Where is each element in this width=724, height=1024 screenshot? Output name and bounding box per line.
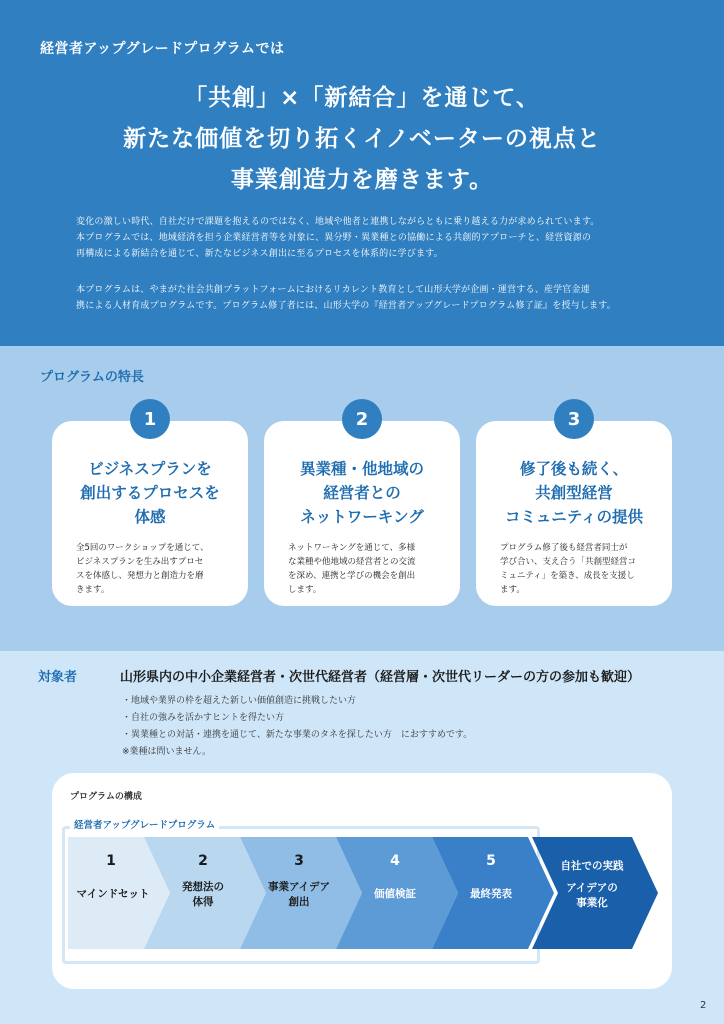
feature-title-line: 創出するプロセスを [80,484,220,502]
feature-title-line: 異業種・他地域の [299,460,424,478]
intro-headline [0,78,724,201]
target-list [122,693,472,761]
intro-paragraph-1 [76,214,656,262]
feature-desc-line: 全5回のワークショップを通じて、 [76,543,209,553]
paragraph-line: 携による人材育成プログラムです。プログラム修了者には、山形大学の『経営者アップグレードプログラム修了証』を授与します。 [76,301,616,311]
feature-description [500,541,652,597]
list-item: ・地域や業界の枠を超えた新しい価値創造に挑戦したい方 [122,696,357,706]
paragraph-line: 本プログラムは、やまがた社会共創プラットフォームにおけるリカレント教育として山形大学が企画・運営する、産学官金連 [76,285,590,295]
feature-number-badge: 2 [342,399,382,439]
step-label-line: 最終発表 [470,888,512,900]
step-label-line: 創出 [288,896,310,908]
feature-desc-line: ます。 [500,585,525,595]
headline-line: 事業創造力を磨きます。 [230,167,494,193]
paragraph-line: 変化の激しい時代、自社だけで課題を抱えるのではなく、地域や他者と連携しながらともに乗り越える力が求められています。 [76,217,600,227]
feature-desc-line: 学び合い、支え合う「共創型経営コ [500,557,637,567]
step-label-practice: 自社での実践 [560,860,624,872]
step-label-line: アイデアの [566,882,618,894]
list-item: ・自社の強みを活かすヒントを得たい方 [122,713,285,723]
feature-desc-line: きます。 [76,585,110,595]
feature-number-badge: 1 [130,399,170,439]
step-label-line: 事業アイデア [267,881,331,893]
step-label-line: マインドセット [76,888,150,900]
step-label [70,887,156,902]
feature-title [264,457,460,529]
step-label-line: 発想法の [182,881,224,893]
paragraph-line: 本プログラムでは、地域経済を担う企業経営者等を対象に、異分野・異業種との協働による共創的アプローチと、経営資源の [76,233,592,243]
feature-title-line: コミュニティの提供 [505,508,643,526]
step-label-line: 体得 [192,896,214,908]
target-label: 対象者 [38,670,78,685]
program-structure-panel [52,773,672,989]
headline-line: 新たな価値を切り拓くイノベーターの視点と [123,126,601,152]
target-section [0,651,724,1024]
step-label [354,887,436,902]
feature-desc-line: します。 [288,585,322,595]
feature-desc-line: を深め、連携と学びの機会を創出 [288,571,416,581]
feature-desc-line: な業種や他地域の経営者との交流 [288,557,416,567]
feature-card-2 [264,408,460,606]
program-label: 経営者アップグレードプログラム [70,817,219,831]
intro-eyebrow: 経営者アップグレードプログラムでは [40,41,285,57]
feature-title [52,457,248,529]
structure-title: プログラムの構成 [70,792,142,802]
page-number: 2 [700,1000,707,1011]
step-number: 1 [106,853,116,869]
paragraph-line: 再構成による新結合を通じて、新たなビジネス創出に至るプロセスを体系的に学びます。 [76,249,443,259]
features-title: プログラムの特長 [40,370,144,385]
feature-number-badge: 3 [554,399,594,439]
step-label [162,880,244,910]
step-number: 2 [198,853,208,869]
feature-desc-line: ミュニティ」を築き、成長を支援し [500,571,635,581]
intro-paragraph-2 [76,282,656,314]
feature-title-line: 経営者との [323,484,401,502]
feature-desc-line: プログラム修了後も経営者同士が [500,543,628,553]
step-label-line: 価値検証 [374,888,416,900]
step-number: 5 [486,853,496,869]
feature-title-line: 修了後も続く、 [519,460,629,478]
step-number: 3 [294,853,304,869]
feature-desc-line: ネットワーキングを通じて、多様 [288,543,416,553]
feature-desc-line: ビジネスプランを生み出すプロセ [76,557,204,567]
step-label-line: 事業化 [576,897,608,909]
step-number: 4 [390,853,400,869]
feature-title [476,457,672,529]
step-label [450,887,532,902]
feature-card-3 [476,408,672,606]
list-item: ・異業種との対話・連携を通じて、新たな事業のタネを探したい方 におすすめです。 [122,730,473,740]
feature-title-line: 共創型経営 [535,484,613,502]
feature-card-1 [52,408,248,606]
intro-section [0,0,724,346]
feature-description [288,541,440,597]
feature-description [76,541,228,597]
features-section [0,346,724,651]
step-label [546,881,638,911]
list-item: ※業種は問いません。 [122,747,212,757]
headline-line: 「共創」×「新結合」を通じて、 [184,85,540,111]
feature-title-line: ネットワーキング [300,508,424,526]
target-heading: 山形県内の中小企業経営者・次世代経営者（経営層・次世代リーダーの方の参加も歓迎） [120,670,641,685]
feature-desc-line: スを体感し、発想力と創造力を磨 [76,571,204,581]
feature-title-line: ビジネスプランを [88,460,212,478]
feature-title-line: 体感 [134,508,166,526]
step-label [256,880,342,910]
